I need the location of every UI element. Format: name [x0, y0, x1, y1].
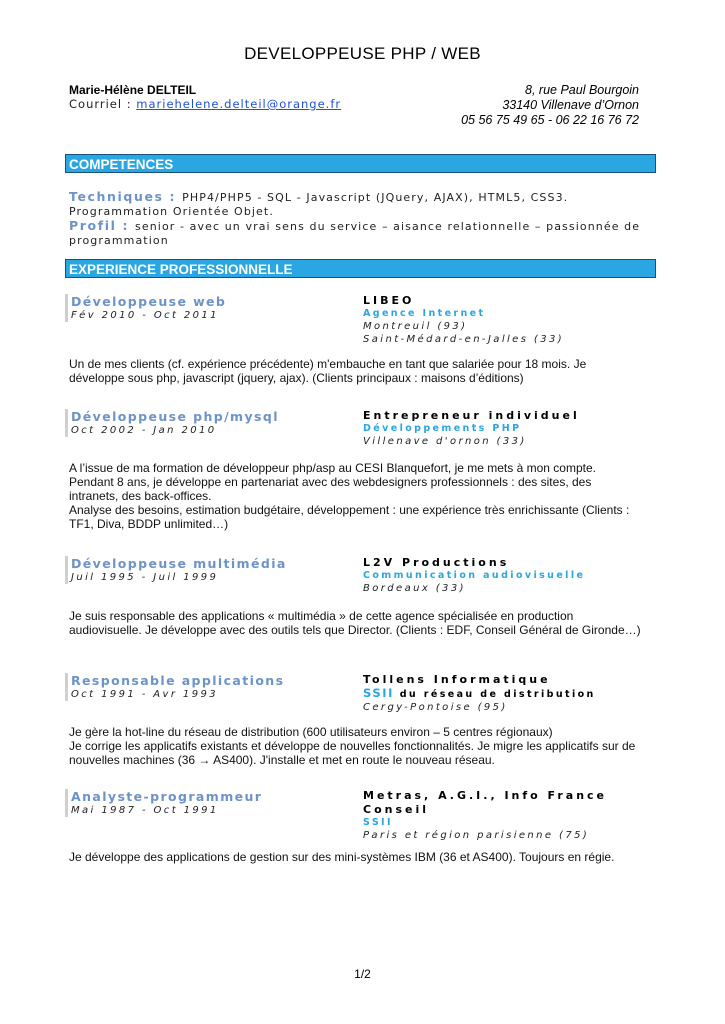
section-header-experience: EXPERIENCE PROFESSIONNELLE [65, 259, 656, 278]
job-company: Tollens Informatique [363, 673, 551, 686]
job-company-block [363, 409, 653, 448]
job-dates: Oct 2002 - Jan 2010 [71, 425, 217, 436]
job-role: Analyste-programmeur [71, 789, 263, 804]
job-company: LIBEO [363, 294, 415, 307]
job-company-block [363, 294, 653, 346]
job-place: Villenave d'ornon (33) [363, 436, 527, 447]
job-company-block [363, 789, 653, 842]
job-company-type-rest: du réseau de distribution [394, 689, 596, 700]
job-place: Montreuil (93) [363, 321, 468, 332]
job-role-block [65, 556, 287, 584]
job-description: Je développe des applications de gestion sur des mini-systèmes IBM (36 et AS400). Toujours en régie. [69, 850, 615, 864]
job-company-type-main: SSII [363, 686, 395, 700]
job-company-block [363, 556, 653, 595]
job-role-block [65, 673, 284, 701]
page-number: 1/2 [354, 967, 371, 981]
job-company: Entrepreneur individuel [363, 409, 580, 422]
address-street: 8, rue Paul Bourgoin [525, 83, 639, 97]
job-company-type: SSII [363, 817, 393, 828]
address-block [461, 83, 639, 128]
job-place: Paris et région parisienne (75) [363, 830, 590, 841]
job-dates: Oct 1991 - Avr 1993 [71, 689, 218, 700]
job-company-type [363, 687, 653, 701]
job-role-block [65, 294, 226, 322]
job-role: Développeuse multimédia [71, 556, 287, 571]
skills-tech-text: PHP4/PHP5 - SQL - Javascript (JQuery, AJAX), HTML5, CSS3. Programmation Orientée Objet. [69, 191, 569, 218]
job-description-line: Je gère la hot-line du réseau de distribution (600 utilisateurs environ – 5 centres régionaux) [69, 725, 553, 739]
skills-profile-text: senior - avec un vrai sens du service – aisance relationnelle – passionnée de programmation [69, 220, 641, 247]
section-header-competences: COMPETENCES [65, 154, 656, 173]
email-link[interactable]: mariehelene.delteil@orange.fr [136, 97, 342, 111]
job-company-type: Développements PHP [363, 423, 522, 434]
job-company-block [363, 673, 653, 714]
job-description [69, 725, 644, 767]
job-dates: Mai 1987 - Oct 1991 [71, 805, 219, 816]
job-place: Cergy-Pontoise (95) [363, 702, 508, 713]
job-description: Un de mes clients (cf. expérience précédente) m'embauche en tant que salariée pour 18 mois. Je développe sous php, javascript (jquery, ajax). (Clients principaux : maisons d’éditions) [69, 357, 587, 385]
job-description [69, 461, 644, 531]
job-company: Metras, A.G.I., Info France Conseil [363, 789, 608, 816]
job-role: Responsable applications [71, 673, 285, 688]
phone-numbers: 05 56 75 49 65 - 06 22 16 76 72 [461, 113, 639, 127]
job-role-block [65, 409, 279, 437]
job-role: Développeuse web [71, 294, 227, 309]
skills-tech-label: Techniques : [69, 189, 183, 204]
job-description: Je suis responsable des applications « multimédia » de cette agence spécialisée en production audiovisuelle. Je développe avec des outils tels que Director. (Clients : EDF, Conseil Général de Gironde…) [69, 609, 641, 637]
job-dates: Fév 2010 - Oct 2011 [71, 310, 219, 321]
candidate-name: Marie-Hélène DELTEIL [69, 83, 197, 97]
job-place-2: Saint-Médard-en-Jalles (33) [363, 334, 565, 345]
skills-block [69, 190, 654, 248]
document-title: DEVELOPPEUSE PHP / WEB [244, 44, 481, 63]
job-description-line: Je corrige les applicatifs existants et développe de nouvelles fonctionnalités. Je migre les applicatifs sur de nouvelles machines (36 → AS400). J'installe et met en route le nouveau réseau. [69, 739, 636, 767]
job-description-line: A l’issue de ma formation de développeur php/asp au CESI Blanquefort, je me mets à mon compte. [69, 461, 596, 475]
job-company-type: Communication audiovisuelle [363, 570, 586, 581]
address-city: 33140 Villenave d’Ornon [502, 98, 639, 112]
job-description-line: Pendant 8 ans, je développe en partenariat avec des webdesigners professionnels : des sites, des intranets, des back-offices. [69, 475, 592, 503]
job-role: Développeuse php/mysql [71, 409, 279, 424]
job-role-block [65, 789, 262, 817]
job-company: L2V Productions [363, 556, 510, 569]
job-description-line: Analyse des besoins, estimation budgétaire, développement : une expérience très enrichissante (Clients : TF1, Diva, BDDP unlimited…) [69, 503, 630, 531]
job-company-type: Agence Internet [363, 308, 486, 319]
email-label: Courriel : [69, 97, 137, 111]
email-line [69, 97, 341, 111]
skills-profile-label: Profil : [69, 218, 136, 233]
job-place: Bordeaux (33) [363, 583, 466, 594]
job-dates: Juil 1995 - Juil 1999 [71, 572, 219, 583]
